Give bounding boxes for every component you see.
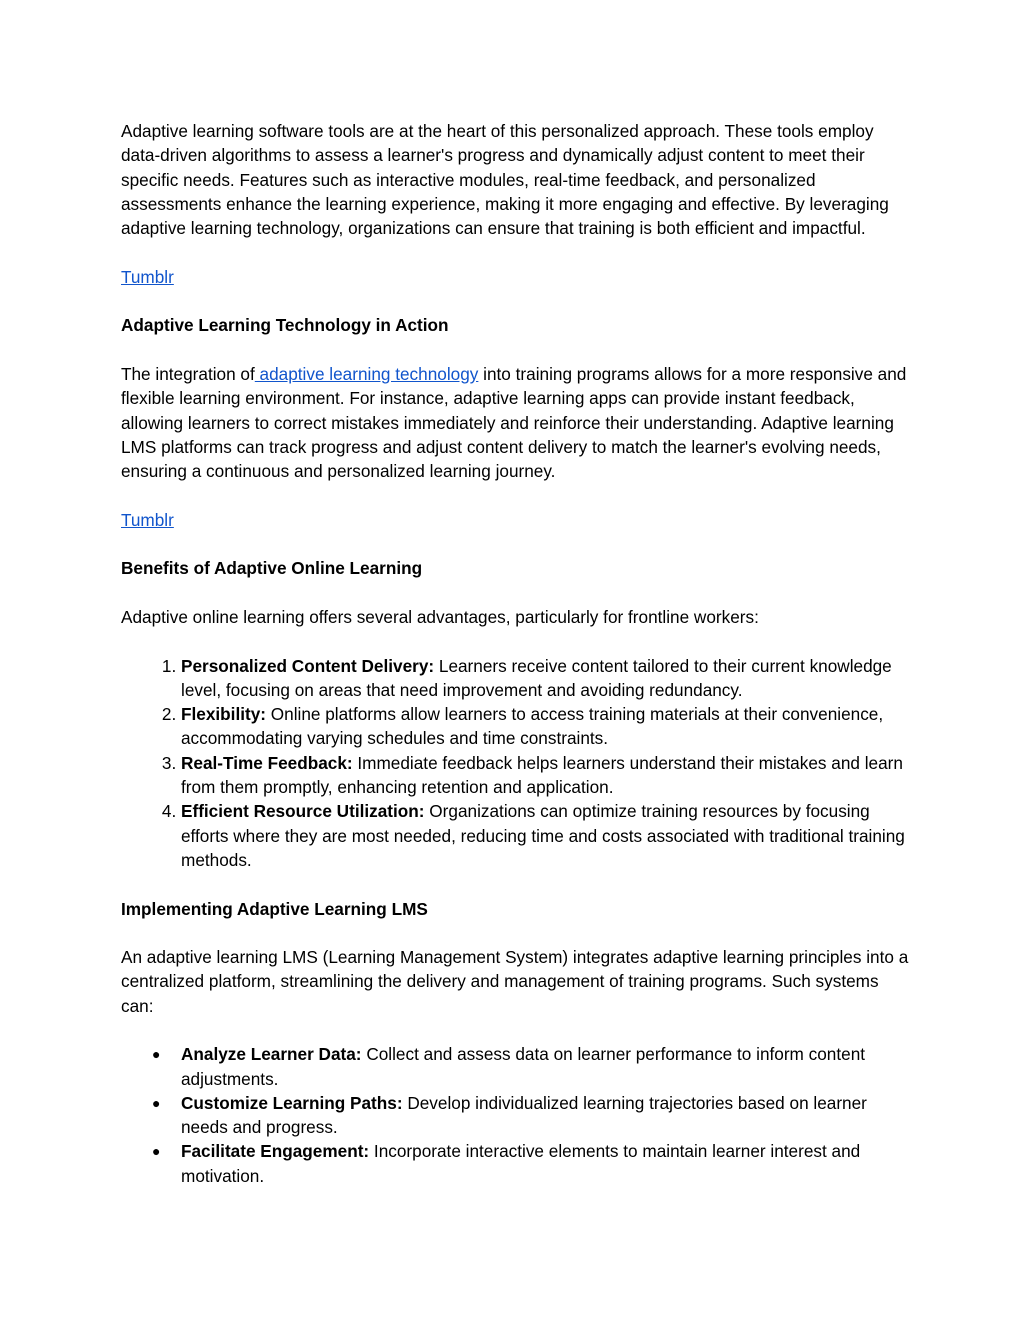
benefits-intro: Adaptive online learning offers several advantages, particularly for frontline workers: bbox=[121, 606, 759, 627]
list-item-text: Online platforms allow learners to access training materials at their convenience, accommodating varying schedules and time constraints. bbox=[181, 704, 884, 749]
tumblr-link-container-2 bbox=[121, 508, 911, 532]
lms-capabilities-list bbox=[121, 1042, 911, 1188]
list-item-text: Incorporate interactive elements to maintain learner interest and motivation. bbox=[181, 1141, 861, 1186]
intro-paragraph: Adaptive learning software tools are at the heart of this personalized approach. These tools employ data-driven algorithms to assess a learner's progress and dynamically adjust content to meet their specific needs. Features such as interactive modules, real-time feedback, and personalized assessments enhance the learning experience, making it more engaging and effective. By leveraging adaptive learning technology, organizations can ensure that training is both efficient and impactful. bbox=[121, 121, 889, 239]
heading-adaptive-learning-in-action: Adaptive Learning Technology in Action bbox=[121, 315, 449, 336]
benefits-list bbox=[121, 654, 911, 873]
action-paragraph bbox=[121, 362, 911, 483]
action-text-after-link: into training programs allows for a more responsive and flexible learning environment. For instance, adaptive learning apps can provide instant feedback, allowing learners to correct mistakes immediately and reinforce their understanding. Adaptive learning LMS platforms can track progress and adjust content delivery to match the learner's evolving needs, ensuring a continuous and personalized learning journey. bbox=[121, 363, 907, 482]
list-item-text: Organizations can optimize training resources by focusing efforts where they are most needed, reducing time and costs associated with traditional training methods. bbox=[181, 801, 905, 870]
tumblr-link-2[interactable]: Tumblr bbox=[121, 509, 174, 530]
lms-intro: An adaptive learning LMS (Learning Management System) integrates adaptive learning principles into a centralized platform, streamlining the delivery and management of training programs. Such systems can: bbox=[121, 947, 909, 1016]
list-item-text: Immediate feedback helps learners understand their mistakes and learn from them promptly, enhancing retention and application. bbox=[181, 752, 903, 798]
list-item-title: Efficient Resource Utilization: bbox=[181, 801, 425, 822]
tumblr-link-container-1 bbox=[121, 265, 911, 289]
list-item bbox=[181, 702, 911, 751]
list-item-text: Collect and assess data on learner performance to inform content adjustments. bbox=[181, 1044, 866, 1089]
list-item-text: Develop individualized learning trajectories based on learner needs and progress. bbox=[181, 1092, 867, 1138]
heading-benefits: Benefits of Adaptive Online Learning bbox=[121, 558, 423, 579]
list-item-title: Facilitate Engagement: bbox=[181, 1141, 370, 1162]
list-item bbox=[181, 654, 911, 703]
list-item-title: Analyze Learner Data: bbox=[181, 1044, 362, 1065]
action-text-before-link: The integration of bbox=[121, 363, 255, 384]
list-item-title: Real-Time Feedback: bbox=[181, 752, 353, 773]
tumblr-link-1[interactable]: Tumblr bbox=[121, 266, 174, 287]
list-item bbox=[181, 1042, 911, 1091]
list-item-title: Customize Learning Paths: bbox=[181, 1092, 403, 1113]
list-item bbox=[181, 1139, 911, 1188]
document-page bbox=[121, 119, 911, 1212]
list-item-title: Personalized Content Delivery: bbox=[181, 655, 435, 676]
heading-implementing-lms: Implementing Adaptive Learning LMS bbox=[121, 898, 428, 919]
list-item bbox=[181, 1091, 911, 1140]
list-item bbox=[181, 799, 911, 872]
list-item-title: Flexibility: bbox=[181, 704, 266, 725]
list-item bbox=[181, 751, 911, 800]
adaptive-learning-technology-link[interactable]: adaptive learning technology bbox=[254, 363, 479, 384]
list-item-text: Learners receive content tailored to their current knowledge level, focusing on areas that need improvement and avoiding redundancy. bbox=[181, 655, 892, 700]
